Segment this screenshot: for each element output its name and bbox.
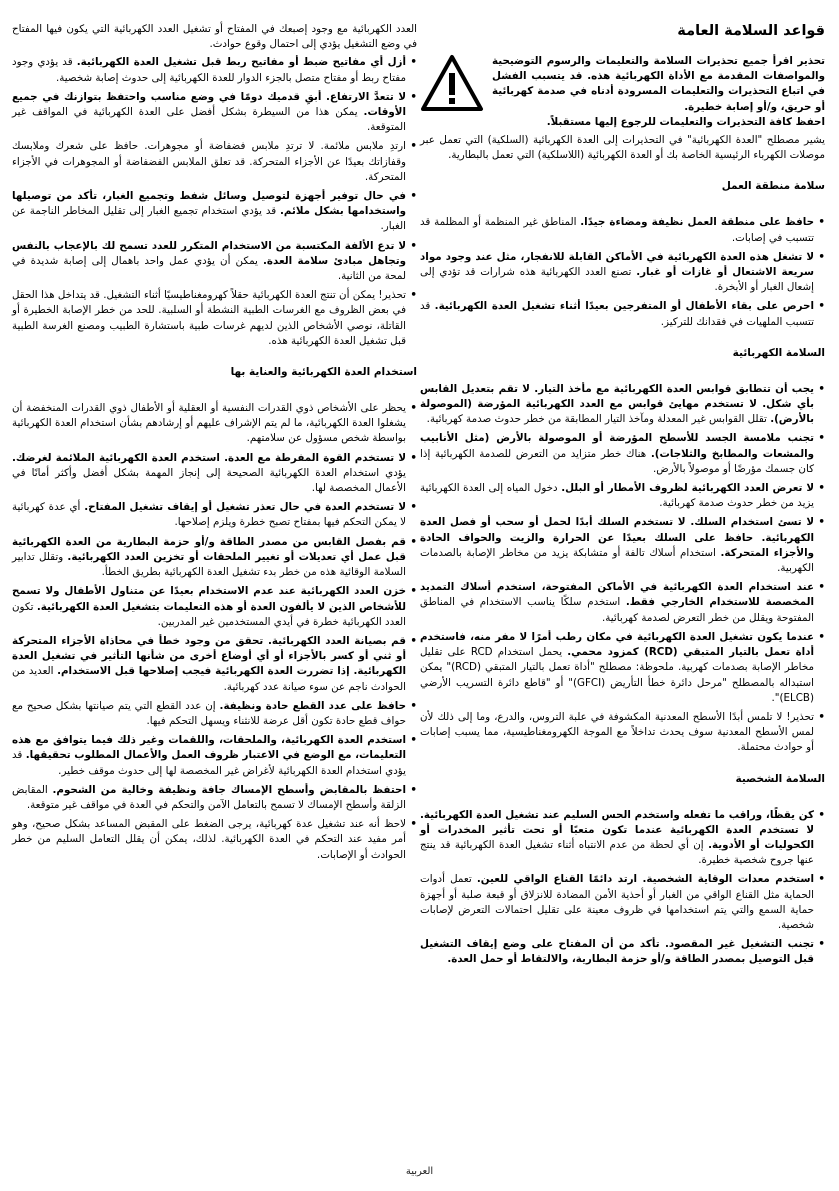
list-item xyxy=(12,584,417,630)
warning-block xyxy=(420,54,825,115)
list-item xyxy=(12,288,417,349)
list-item xyxy=(12,535,417,581)
list-item-text: تصنع العدد الكهربائية هذه شرارات قد تؤدي إلى إشعال الغبار أو الأبخرة. xyxy=(420,266,814,294)
use-care-list xyxy=(12,401,417,863)
warning-text: تحذير اقرأ جميع تحذيرات السلامة والتعليمات والرسوم التوضيحية والمواصفات المقدمة مع الأداة الكهربائية هذه. قد يتسبب الفشل في اتباع التحذيرات والتعليمات المسرودة أدناه في صدمة كهربائية أو حريق، و/أو إصابة خطيرة. xyxy=(492,55,825,113)
term-note: يشير مصطلح "العدة الكهربائية" في التحذيرات إلى العدة الكهربائية (السلكية) التي تعمل عبر موصلات الكهرباء الرئيسية الخاصة بك أو العدة الكهربائية (اللاسلكية) التي تعمل بالبطارية. xyxy=(420,134,825,162)
list-item-text: تحذير! لا تلمس أبدًا الأسطح المعدنية المكشوفة في علبة التروس، والدرع، وما إلى ذلك لأن لمس الأسطح المعدنية سوف يحدث تداخلاً مع الموجة الكهرومغناطيسية، مما يسبب إصابات أو حوادث محتملة. xyxy=(420,710,814,754)
list-item-text: استخدام أسلاك تالفة أو متشابكة يزيد من مخاطر الإصابة بالصدمات الكهربية. xyxy=(420,546,814,575)
list-item xyxy=(420,382,825,428)
list-item-bold: أزل أي مفاتيح ضبط أو مفاتيح ربط قبل تشغيل العدة الكهربائية. xyxy=(76,56,406,69)
list-item-bold: حافظ على منطقة العمل نظيفة ومضاءة جيدًا. xyxy=(580,216,814,229)
list-item-bold: في حال توفير أجهزة لتوصيل وسائل شفط وتجميع الغبار، تأكد من توصيلها واستخدامها بشكل ملائم. xyxy=(12,190,407,218)
list-item xyxy=(12,55,417,85)
list-item-bold: احتفظ بالمقابض وأسطح الإمساك جافة ونظيفة وخالية من الشحوم. xyxy=(52,783,406,796)
list-item-bold: قم بفصل القابس من مصدر الطاقة و/أو حزمة البطارية من العدة الكهربائية قبل عمل أي تعديلات أو تغيير الملحقات أو تخزين العدد الكهربائية. xyxy=(12,535,406,563)
list-item-text: إن أي لحظة من عدم الانتباه أثناء تشغيل العدة الكهربائية قد ينتج عنها جروح شخصية خطيرة. xyxy=(420,838,814,867)
page-footer-language: العربية xyxy=(405,1166,434,1177)
list-item xyxy=(12,783,417,813)
list-item xyxy=(420,808,825,869)
list-item-text: يؤدي استخدام العدة الكهربائية الصحيحة إلى إنجاز المهمة بشكل أفضل وأكثر أمانًا في الأعمال المخصصة لها. xyxy=(12,466,406,495)
list-item xyxy=(12,634,417,695)
list-item-bold: استخدم العدة الكهربائية، والملحقات، واللقمات وغير ذلك فيما يتوافق مع هذه التعليمات، مع الوضع في الاعتبار ظروف العمل والأعمال المطلوب تحقيقها. xyxy=(12,734,406,762)
list-item xyxy=(420,872,825,933)
list-item xyxy=(420,299,825,329)
list-item-text: أي عدة كهربائية لا يمكن التحكم فيها بمفتاح تصبح خطرة ويلزم إصلاحها. xyxy=(12,501,406,529)
list-item-text: لاحظ أنه عند تشغيل عدة كهربائية، يرجى الضغط على المقبض المساعد بشكل صحيح، وهو أمر مفيد عند التحكم في العدة الكهربائية. لذلك، يمكن أن يقلل التعامل السليم من خطر الحوادث أو الإصابات. xyxy=(12,818,406,861)
list-item xyxy=(420,710,825,756)
list-item-text: تكون العدد الكهربائية خطرة في أيدي المستخدمين غير المدربين. xyxy=(12,600,406,628)
list-item-text: تقلل القوابس غير المعدلة ومآخذ التيار المطابقة من خطر حدوث صدمة كهربائية. xyxy=(426,413,771,426)
electrical-heading: السلامة الكهربائية xyxy=(732,346,825,359)
list-item-text: قد تتسبب الملهيات في فقدانك للتركيز. xyxy=(420,300,814,328)
list-item-bold: يجب أن تتطابق قوابس العدة الكهربائية مع مأخذ التيار. لا تقم بتعديل القابس بأي شكل. لا تستخدم مهايئ قوابس مع العدد الكهربائية المؤرضة (الموصولة بالأرض). xyxy=(420,382,814,426)
list-item xyxy=(420,937,825,967)
list-item-bold: كن يقظًا، وراقب ما تفعله واستخدم الحس السليم عند تشغيل العدة الكهربائية. لا تستخدم العدة الكهربائية عندما تكون متعبًا أو تحت تأثير المخدرات أو الكحوليات أو الأدوية. xyxy=(420,808,814,851)
list-item-text: العديد من الحوادث ناجم عن سوء صيانة عدد كهربائية. xyxy=(12,665,406,693)
list-item xyxy=(420,250,825,296)
list-item xyxy=(420,515,825,576)
list-item-text: تعمل أدوات الحماية مثل القناع الواقي من الغبار أو أحذية الأمن المضادة للانزلاق أو قبعة صلبة أو أجهزة حماية السمع والتي يتم استخدامها في ظروف معينة على تقليل احتمالات التعرض لإصابات شخصية. xyxy=(420,873,814,931)
list-item-text: ارتدِ ملابس ملائمة. لا ترتدِ ملابس فضفاضة أو مجوهرات. حافظ على شعرك وملابسك وقفازاتك بعيدًا عن الأجزاء المتحركة. قد تعلق الملابس الفضفاضة أو المجوهرات في الأجزاء المتحركة. xyxy=(12,140,406,183)
use-care-heading: استخدام العدة الكهربائية والعناية بها xyxy=(230,366,417,379)
list-item-bold: لا تعرض العدد الكهربائية لظروف الأمطار أو البلل. xyxy=(561,482,814,495)
personal-list-continued xyxy=(12,55,417,349)
list-item-text: تحذير! يمكن أن تنتج العدة الكهربائية حقلاً كهرومغناطيسيًا أثناء التشغيل. قد يتداخل هذا الحقل في بعض الظروف مع الغرسات الطبية النشطة أو السلبية. للحد من خطر الإصابة الخطيرة أو القاتلة، نوصي الأشخاص الذين لديهم غرسات طبية باستشارة الطبيب ومصنع الغرسة الطبية قبل تشغيل العدة الكهربائية هذه. xyxy=(12,289,406,347)
personal-heading: السلامة الشخصية xyxy=(735,772,825,785)
left-column xyxy=(12,22,417,867)
list-item xyxy=(12,817,417,863)
list-item xyxy=(420,431,825,477)
list-item-bold: عندما يكون تشغيل العدة الكهربائية في مكان رطب أمرًا لا مفر منه، فاستخدم أداة تعمل بالتيار المتبقي (RCD) كمزود محمي. xyxy=(420,630,815,659)
list-item xyxy=(420,580,825,626)
list-item-bold: استخدم معدات الوقاية الشخصية. ارتد دائمًا القناع الواقي للعين. xyxy=(476,873,814,886)
list-item-text: وتقلل تدابير السلامة الوقائية هذه من خطر بدء تشغيل العدة الكهربائية بطريق الخطأ. xyxy=(12,550,406,579)
list-item-bold: احرص على بقاء الأطفال أو المتفرجين بعيدًا أثناء تشغيل العدة الكهربائية. xyxy=(434,300,814,313)
list-item-bold: لا تستخدم القوة المفرطة مع العدة. استخدم العدة الكهربائية الملائمة لغرضك. xyxy=(12,451,406,464)
list-item-text: قد يؤدي وجود مفتاح ربط أو مفتاح متصل بالجزء الدوار للعدة الكهربائية إلى حدوث إصابة شخصية. xyxy=(12,56,406,84)
list-item-text: هناك خطر متزايد من التعرض للصدمة الكهربائية إذا كان جسمك مؤرضًا أو موصولاً بالأرض. xyxy=(420,447,814,475)
list-item xyxy=(420,481,825,511)
list-item xyxy=(12,189,417,235)
list-item-text: قد يؤدي استخدام العدة الكهربائية لأغراض غير المخصصة لها إلى حدوث موقف خطير. xyxy=(12,749,406,777)
list-item xyxy=(420,215,825,245)
list-item-text: قد يؤدي استخدام تجميع الغبار إلى تقليل المخاطر الناجمة عن الغبار. xyxy=(12,205,406,233)
list-item-bold: تجنب ملامسة الجسد للأسطح المؤرضة أو الموصولة بالأرض (مثل الأنابيب والمشعات والمطابخ والثلاجات). xyxy=(420,432,815,460)
list-item xyxy=(12,239,417,285)
list-item-bold: قم بصيانة العدد الكهربائية. تحقق من وجود خطأ في محاذاة الأجزاء المتحركة أو ثني أو كسر بالأجزاء أو أي أوضاع أخرى من شأنها التأثير في تشغيل العدة الكهربائية. إذا تضررت العدة الكهربائية فيجب إصلاحها قبل الاستخدام. xyxy=(12,634,406,678)
list-item-text: دخول المياه إلى العدة الكهربائية يزيد من خطر حدوث صدمة كهربائية. xyxy=(420,482,814,510)
continued-intro: العدد الكهربائية مع وجود إصبعك في المفتاح أو تشغيل العدد الكهربائية التي يكون فيها المفتاح في وضع التشغيل يؤدي إلى احتمال وقوع حوادث. xyxy=(12,23,417,51)
work-area-heading: سلامة منطقة العمل xyxy=(721,180,825,193)
page-title: قواعد السلامة العامة xyxy=(677,23,825,39)
list-item xyxy=(420,630,825,706)
list-item-text: المناطق غير المنظمة أو المظلمة قد تتسبب في إصابات. xyxy=(420,216,814,244)
list-item xyxy=(12,733,417,779)
list-item-bold: لا تدع الألفة المكتسبة من الاستخدام المتكرر للعدد تسمح لك بالإعجاب بالنفس وتجاهل مبادئ سلامة العدة. xyxy=(12,239,406,267)
list-item xyxy=(12,401,417,447)
list-item xyxy=(12,139,417,185)
list-item-text: يمكن هذا من السيطرة بشكل أفضل على العدة الكهربائية في المواقف غير المتوقعة. xyxy=(12,106,406,134)
list-item-bold: لا تشغل هذه العدة الكهربائية في الأماكن القابلة للانفجار، مثل عند وجود مواد سريعة الاشتعال أو غازات أو غبار. xyxy=(420,250,815,279)
list-item-bold: تجنب التشغيل غير المقصود. تأكد من أن المفتاح على وضع إيقاف التشغيل قبل التوصيل بمصدر الطاقة و/أو حزمة البطارية، والالتقاط أو حمل العدة. xyxy=(420,938,814,966)
right-column xyxy=(420,22,825,972)
list-item-bold: عند استخدام العدة الكهربائية في الأماكن المفتوحة، استخدم أسلاك التمديد المخصصة للاستخدام الخارجي فقط. xyxy=(420,581,814,609)
list-item-bold: لا تسئ استخدام السلك. لا تستخدم السلك أبدًا لحمل أو سحب أو فصل العدة الكهربائية. حافظ على السلك بعيدًا عن الحرارة والزيت والحواف الحادة والأجزاء المتحركة. xyxy=(420,516,814,559)
list-item xyxy=(12,500,417,530)
list-item-text: استخدم سلكًا يناسب الاستخدام في المناطق المفتوحة ويقلل من خطر التعرض لصدمة كهربائية. xyxy=(420,596,814,624)
list-item-text: يمكن أن يؤدي عمل واحد باهمال إلى إصابة شديدة في لمحة من الثانية. xyxy=(12,254,406,283)
list-item xyxy=(12,451,417,497)
list-item xyxy=(12,90,417,136)
list-item-bold: لا تستخدم العدة في حال تعذر تشغيل أو إيقاف تشغيل المفتاح. xyxy=(84,501,406,514)
personal-list xyxy=(420,808,825,968)
list-item-text: يحظر على الأشخاص ذوي القدرات النفسية أو العقلية أو الأطفال ذوي القدرات المنخفضة أن يشغلوا العدة الكهربائية، ما لم يتم الإشراف عليهم أو إرشادهم بشأن استخدام العدة الكهربائية بواسطة شخص مسؤول عن سلامتهم. xyxy=(12,402,406,445)
list-item-bold: لا تتعدَّ الارتفاع. أبقِ قدميك دومًا في وضع مناسب واحتفظ بتوازنك في جميع الأوقات. xyxy=(12,90,406,119)
list-item-text: إن عدد القطع التي يتم صيانتها بشكل صحيح مع حواف قطع حادة تكون أقل عرضة للانثناء ويسهل التحكم فيها. xyxy=(12,699,406,727)
list-item xyxy=(12,699,417,729)
warning-triangle-icon xyxy=(420,54,484,112)
work-area-list xyxy=(420,215,825,329)
list-item-text: المقابض الزلقة وأسطح الإمساك لا تسمح بالتعامل الآمن والتحكم في العدة في مواقف غير متوقعة. xyxy=(12,783,406,811)
list-item-bold: خزن العدد الكهربائية عند عدم الاستخدام بعيدًا عن متناول الأطفال ولا تسمح للأشخاص الذين لا يألفون العدة أو هذه التعليمات بتشغيل العدة الكهربائية. xyxy=(12,585,406,613)
keep-notice: احفظ كافة التحذيرات والتعليمات للرجوع إليها مستقبلاً. xyxy=(546,115,825,128)
list-item-bold: حافظ على عدد القطع حادة ونظيفة. xyxy=(219,699,406,712)
list-item-text: يحمل استخدام RCD على تقليل مخاطر الإصابة بصدمات كهربية. ملحوظة: مصطلح "أداة تعمل بالتيار المتبقي (RCD)" يمكن استبداله بالمصطلح "مرحل دائرة خطأ التأريض (GFCI)" أو "قاطع دائرة التسريب الأرضي (ELCB)". xyxy=(420,646,814,704)
electrical-list xyxy=(420,382,825,756)
